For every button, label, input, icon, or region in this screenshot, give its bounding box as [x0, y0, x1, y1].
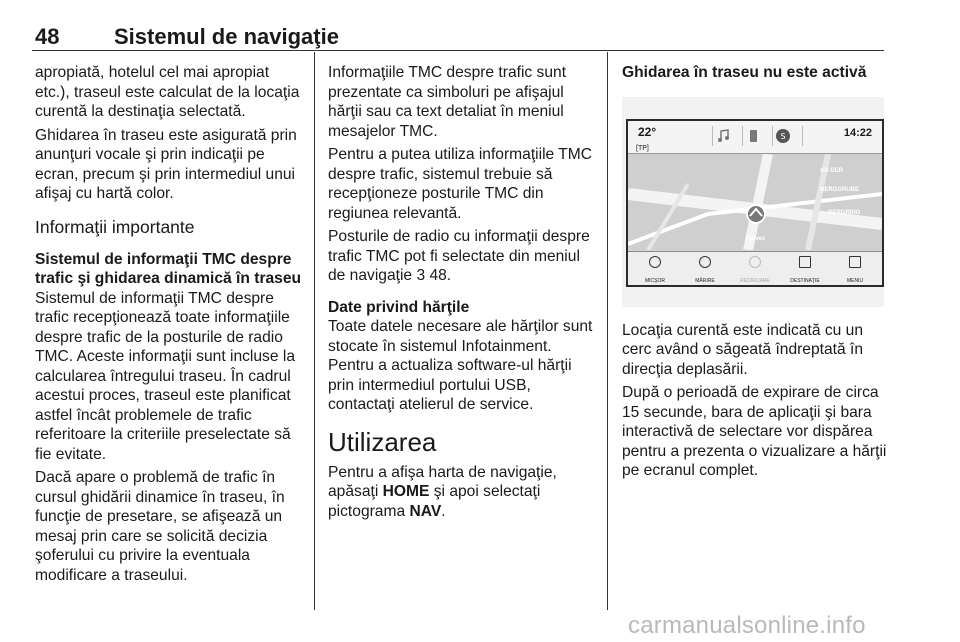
- paragraph: Dacă apare o problemă de trafic în cursul ghidării dinamice în traseu, în funcţie de presetare, se afişează un mesaj prin care se solicită decizia şoferului cu privire la eventuala modificare a traseului.: [35, 469, 285, 584]
- page-reference: 3 48.: [416, 267, 452, 284]
- street-label: AN DER BERGGRUBE: [820, 167, 860, 193]
- svg-text:S: S: [780, 131, 786, 141]
- paragraph: Ghidarea în traseu este asigurată prin anunţuri vocale şi prin indicaţii pe ecran, precum şi prin intermediul unui afişaj cu hartă color.: [35, 126, 297, 202]
- subsection-heading: Date privind hărţile: [328, 298, 470, 316]
- page-header: [32, 20, 884, 51]
- text: Pentru a afişa harta de navigaţie, apăsaţi: [328, 463, 557, 500]
- tp-indicator: [TP]: [636, 144, 649, 152]
- paragraph: Informaţiile TMC despre trafic sunt prezentate ca simboluri pe afişajul hărţii sau ca text detaliat în meniul mesajelor TMC.: [328, 64, 567, 140]
- paragraph: [328, 463, 594, 522]
- application-bar: [628, 121, 882, 154]
- street-label: Helvec: [746, 235, 766, 242]
- softkey-label: MĂRIRE: [695, 277, 715, 284]
- column-divider: [607, 52, 608, 610]
- softkey-label: REDIRIJARE: [740, 277, 770, 284]
- destination-button[interactable]: [780, 252, 830, 285]
- paragraph: După o perioadă de expirare de circa 15 secunde, bara de aplicaţii şi bara interactivă de selectare vor dispărea pentru a prezenta o vizualizare a hărţii pe ecranul complet.: [622, 384, 887, 479]
- street-label: BERGRING: [828, 209, 861, 216]
- column-divider: [314, 52, 315, 610]
- page-title: Sistemul de navigaţie: [114, 24, 339, 49]
- reroute-button[interactable]: [730, 252, 780, 285]
- music-icon: [712, 126, 733, 146]
- temperature: 22°: [638, 124, 657, 139]
- paragraph: Toate datele necesare ale hărţilor sunt stocate în sistemul Infotainment. Pentru a actualiza software-ul hărţii prin intermediul portului USB, contactaţi atelierul de service.: [328, 318, 593, 413]
- text: şi apoi selectaţi pictograma: [328, 483, 541, 520]
- destination-search-icon: [799, 256, 811, 268]
- softkey-label: DESTINAŢIE: [790, 277, 820, 284]
- column-2: [328, 63, 594, 525]
- nav-key: NAV: [409, 502, 442, 520]
- navigation-screen-figure: [622, 97, 884, 307]
- interaction-selector-bar: [628, 251, 882, 285]
- page-number: 48: [35, 24, 60, 49]
- zoom-out-icon: [649, 256, 661, 268]
- zoom-in-icon: [699, 256, 711, 268]
- column-1: [35, 63, 303, 589]
- map-view: [628, 154, 882, 250]
- softkey-label: MENIU: [846, 277, 864, 284]
- navigation-icon: [772, 126, 793, 146]
- menu-icon: [849, 256, 861, 268]
- paragraph: Pentru a putea utiliza informaţiile TMC despre trafic, sistemul trebuie să recepţioneze posturile TMC din regiunea relevantă.: [328, 146, 593, 222]
- clock: 14:22: [843, 126, 872, 139]
- apps-icon: [802, 126, 823, 146]
- paragraph: Sistemul de informaţii TMC despre trafic recepţionează toate informaţiile despre trafic de la posturile de radio TMC. Aceste informaţii sunt incluse la calcularea întregului traseu. În cadrul acestui proces, traseul este planificat astfel încât problemele de trafic referitoare la criteriile preselectate să fie evitate.: [35, 289, 295, 463]
- chapter-heading: Utilizarea: [328, 426, 437, 457]
- menu-button[interactable]: [830, 252, 880, 285]
- column-3: [622, 63, 892, 485]
- subsection-heading: Ghidarea în traseu nu este activă: [622, 64, 867, 81]
- reroute-icon: [749, 256, 761, 268]
- softkey-label: MICŞOR: [645, 277, 665, 284]
- paragraph: Locaţia curentă este indicată cu un cerc având o săgeată îndreptată în direcţia deplasării.: [622, 321, 864, 378]
- section-heading: Informaţii importante: [35, 216, 195, 237]
- phone-icon: [742, 126, 763, 146]
- zoom-out-button[interactable]: [630, 252, 680, 285]
- infotainment-screen: [626, 119, 884, 287]
- zoom-in-button[interactable]: [680, 252, 730, 285]
- paragraph: [328, 227, 594, 286]
- watermark: carmanualsonline.info: [628, 612, 866, 639]
- subsection-heading: Sistemul de informaţii TMC despre trafic şi ghidarea dinamică în traseu: [35, 250, 302, 287]
- home-key: HOME: [382, 483, 430, 500]
- text: .: [441, 502, 446, 520]
- text: Posturile de radio cu informaţii despre trafic TMC pot fi selectate din meniul de navigaţie: [328, 228, 590, 284]
- paragraph: apropiată, hotelul cel mai apropiat etc.), traseul este calculat de la locaţia curentă la destinaţia selectată.: [35, 64, 300, 120]
